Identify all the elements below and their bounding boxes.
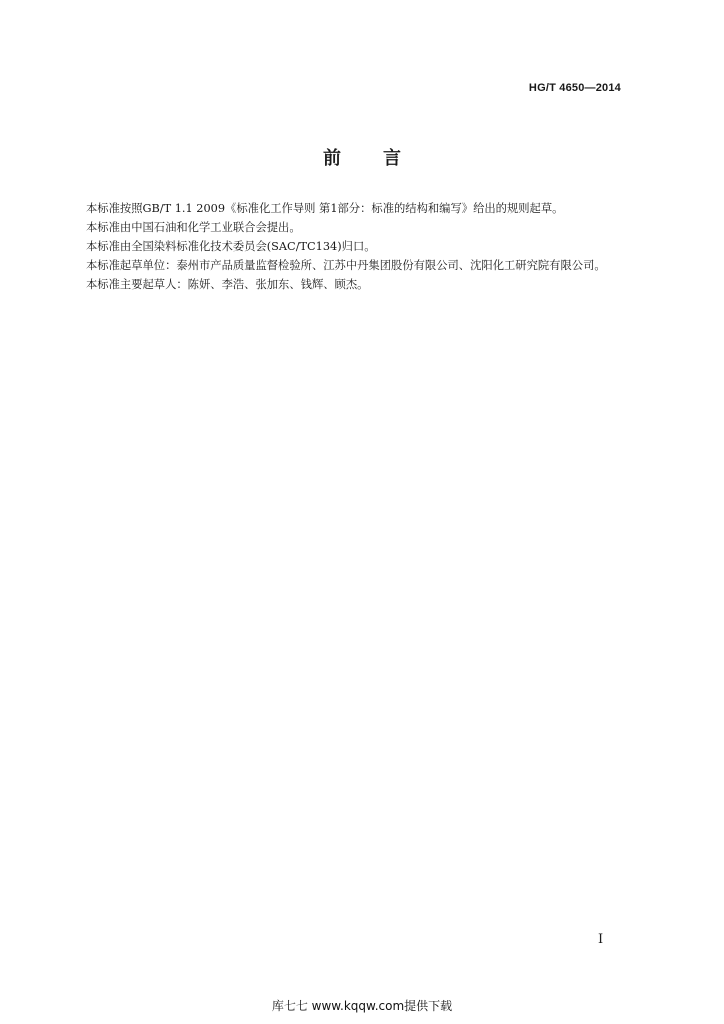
paragraph-technical-committee: 本标准由全国染料标准化技术委员会(SAC/TC134)归口。: [86, 240, 376, 253]
page-title: 前言: [323, 148, 443, 169]
standard-code: HG/T 4650—2014: [528, 82, 621, 94]
foreword-body: [62, 199, 622, 294]
paragraph-drafters: 本标准主要起草人：陈妍、李浩、张加东、钱辉、顾杰。: [86, 278, 369, 291]
download-watermark: 库七七 www.kqqw.com提供下载: [271, 999, 453, 1013]
paragraph-drafting-units: 本标准起草单位：泰州市产品质量监督检验所、江苏中丹集团股份有限公司、沈阳化工研究院有限公司。: [86, 259, 606, 272]
page-number: I: [598, 932, 604, 947]
paragraph-proposer: 本标准由中国石油和化学工业联合会提出。: [86, 221, 301, 234]
paragraph-drafting-rules: 本标准按照GB/T 1.1 2009《标准化工作导则 第1部分：标准的结构和编写》给出的规则起草。: [86, 202, 564, 215]
